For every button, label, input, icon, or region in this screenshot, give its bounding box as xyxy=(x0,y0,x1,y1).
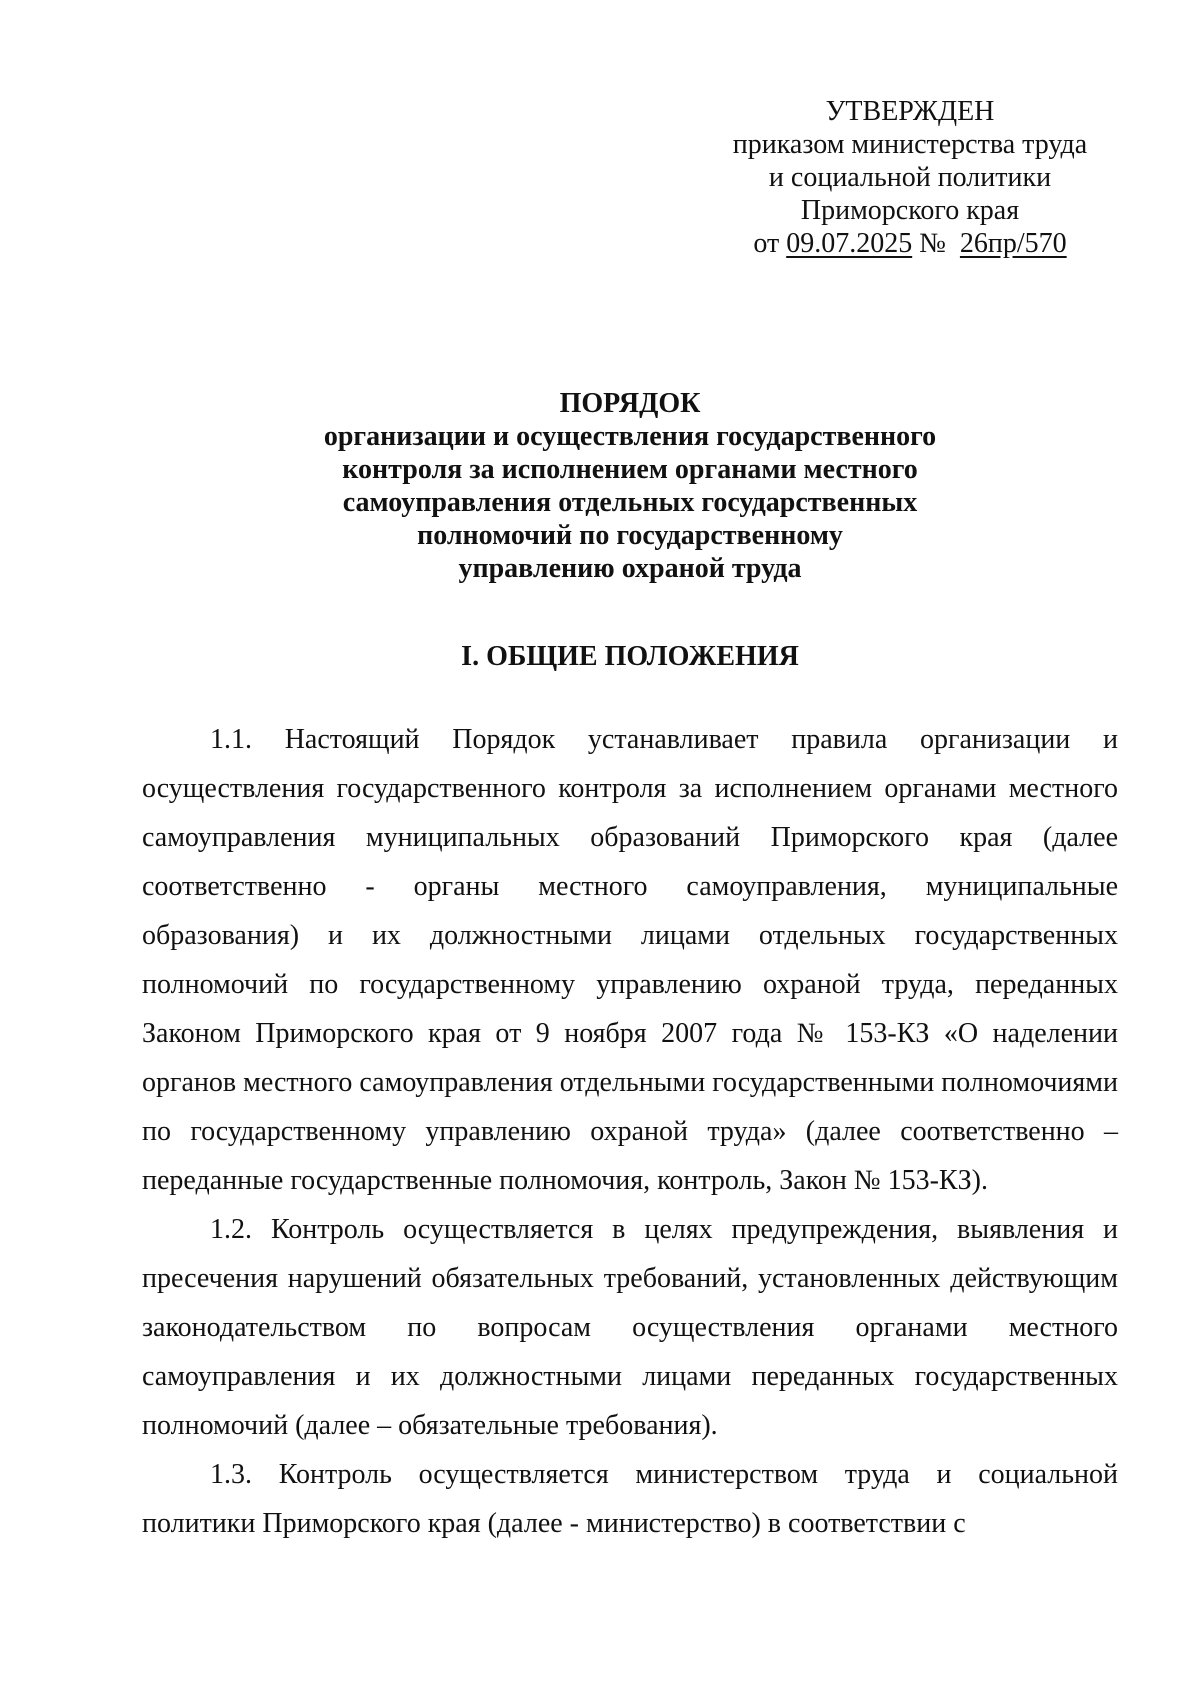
title-heading: ПОРЯДОК xyxy=(559,388,701,419)
paragraph-1-2: 1.2. Контроль осуществляется в целях предупреждения, выявления и пресечения нарушений обязательных требований, установленных действующим законодательством по вопросам осуществления органами местного самоуправления и их должностными лицами переданных государственных полномочий (далее – обязательные требования). xyxy=(142,1214,1118,1441)
approval-date-prefix: от xyxy=(753,228,780,259)
document-title xyxy=(200,387,1060,585)
approval-date: 09.07.2025 xyxy=(786,228,913,259)
section-heading: I. ОБЩИЕ ПОЛОЖЕНИЯ xyxy=(461,641,799,672)
title-line-2: контроля за исполнением органами местного xyxy=(342,454,918,485)
paragraph-1-3: 1.3. Контроль осуществляется министерством труда и социальной политики Приморского края (далее - министерство) в соответствии с xyxy=(142,1459,1118,1539)
approval-line-2: и социальной политики xyxy=(768,162,1052,193)
title-line-4: полномочий по государственному xyxy=(417,520,843,551)
title-line-1: организации и осуществления государственного xyxy=(323,421,937,452)
approval-block xyxy=(700,95,1120,260)
title-line-5: управлению охраной труда xyxy=(458,553,802,584)
approval-date-line xyxy=(700,227,1120,260)
paragraph-1-1: 1.1. Настоящий Порядок устанавливает правила организации и осуществления государственного контроля за исполнением органами местного самоуправления муниципальных образований Приморского края (далее соответственно - органы местного самоуправления, муниципальные образования) и их должностными лицами отдельных государственных полномочий по государственному управлению охраной труда, переданных Законом Приморского края от 9 ноября 2007 года № 153-КЗ «О наделении органов местного самоуправления отдельными государственными полномочиями по государственному управлению охраной труда» (далее соответственно – переданные государственные полномочия, контроль, Закон № 153-КЗ). xyxy=(142,724,1118,1196)
title-line-3: самоуправления отдельных государственных xyxy=(342,487,918,518)
document-body xyxy=(142,715,1118,1548)
approval-number-sign: № xyxy=(919,228,946,259)
approval-line-3: Приморского края xyxy=(800,195,1020,226)
approval-status: УТВЕРЖДЕН xyxy=(825,96,995,127)
approval-number: 26пр/570 xyxy=(959,228,1067,259)
approval-line-1: приказом министерства труда xyxy=(732,129,1088,160)
